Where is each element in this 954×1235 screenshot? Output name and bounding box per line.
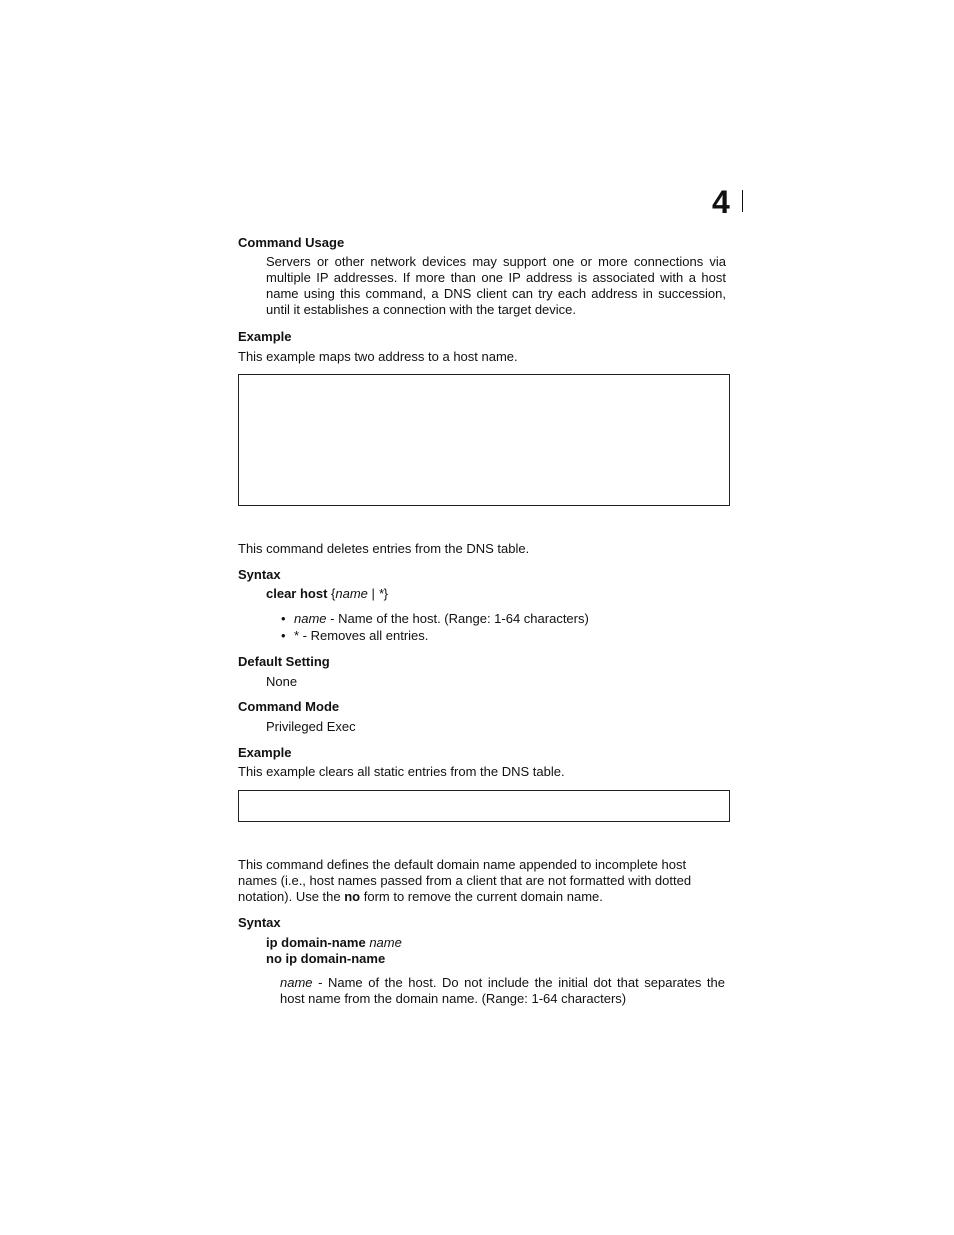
intro-text: This command defines the default domain name appended to incomplete host names (i.e., host names passed from a client that are not formatted with dotted notation). Use the bbox=[238, 857, 692, 904]
bullet-dot-icon: • bbox=[281, 611, 286, 626]
syntax-command: ip domain-name bbox=[266, 935, 366, 950]
param-name-description bbox=[280, 975, 725, 1007]
intro-no-keyword: no bbox=[344, 889, 361, 904]
syntax-arg-star: * bbox=[378, 586, 384, 601]
clear-host-intro: This command deletes entries from the DNS table. bbox=[238, 541, 530, 556]
default-setting-heading: Default Setting bbox=[238, 654, 330, 669]
example-text-1: This example maps two address to a host name. bbox=[238, 349, 518, 364]
syntax-heading-2: Syntax bbox=[238, 915, 281, 930]
example-text-2: This example clears all static entries from the DNS table. bbox=[238, 764, 565, 779]
syntax-pipe: | bbox=[367, 586, 379, 601]
command-mode-value: Privileged Exec bbox=[266, 719, 356, 734]
param-term: name bbox=[294, 611, 327, 626]
ip-domain-name-syntax bbox=[266, 935, 402, 951]
param-term: * bbox=[294, 628, 300, 643]
command-usage-text: Servers or other network devices may support one or more connections via multiple IP addresses. If more than one IP address is associated with a host name using this command, a DNS client can try each address in succession, until it establishes a connection with the target device. bbox=[266, 254, 726, 317]
param-desc: - Name of the host. Do not include the initial dot that separates the host name from the domain name. (Range: 1-64 characters) bbox=[280, 975, 725, 1006]
param-desc: - Name of the host. (Range: 1-64 characters) bbox=[326, 611, 589, 626]
syntax-arg-name: name bbox=[335, 586, 368, 601]
command-usage-heading: Command Usage bbox=[238, 235, 345, 250]
syntax-heading-1: Syntax bbox=[238, 567, 281, 582]
param-star-item bbox=[294, 628, 428, 644]
param-desc: - Removes all entries. bbox=[299, 628, 429, 643]
syntax-brace-open: { bbox=[327, 586, 336, 601]
command-mode-heading: Command Mode bbox=[238, 699, 340, 714]
chapter-divider bbox=[742, 190, 743, 212]
code-example-box-2 bbox=[238, 790, 730, 822]
chapter-number: 4 bbox=[712, 184, 729, 220]
domain-name-intro bbox=[238, 857, 708, 905]
syntax-command: clear host bbox=[266, 586, 328, 601]
no-ip-domain-name-syntax: no ip domain-name bbox=[266, 951, 386, 966]
syntax-arg-name: name bbox=[369, 935, 402, 950]
default-setting-value: None bbox=[266, 674, 298, 689]
param-name-item bbox=[294, 611, 589, 627]
example-heading-2: Example bbox=[238, 745, 292, 760]
example-heading-1: Example bbox=[238, 329, 292, 344]
bullet-dot-icon: • bbox=[281, 628, 286, 643]
intro-text-end: form to remove the current domain name. bbox=[360, 889, 603, 904]
clear-host-syntax bbox=[266, 586, 388, 602]
code-example-box-1 bbox=[238, 374, 730, 506]
param-term: name bbox=[280, 975, 313, 990]
syntax-brace-close: } bbox=[383, 586, 388, 601]
